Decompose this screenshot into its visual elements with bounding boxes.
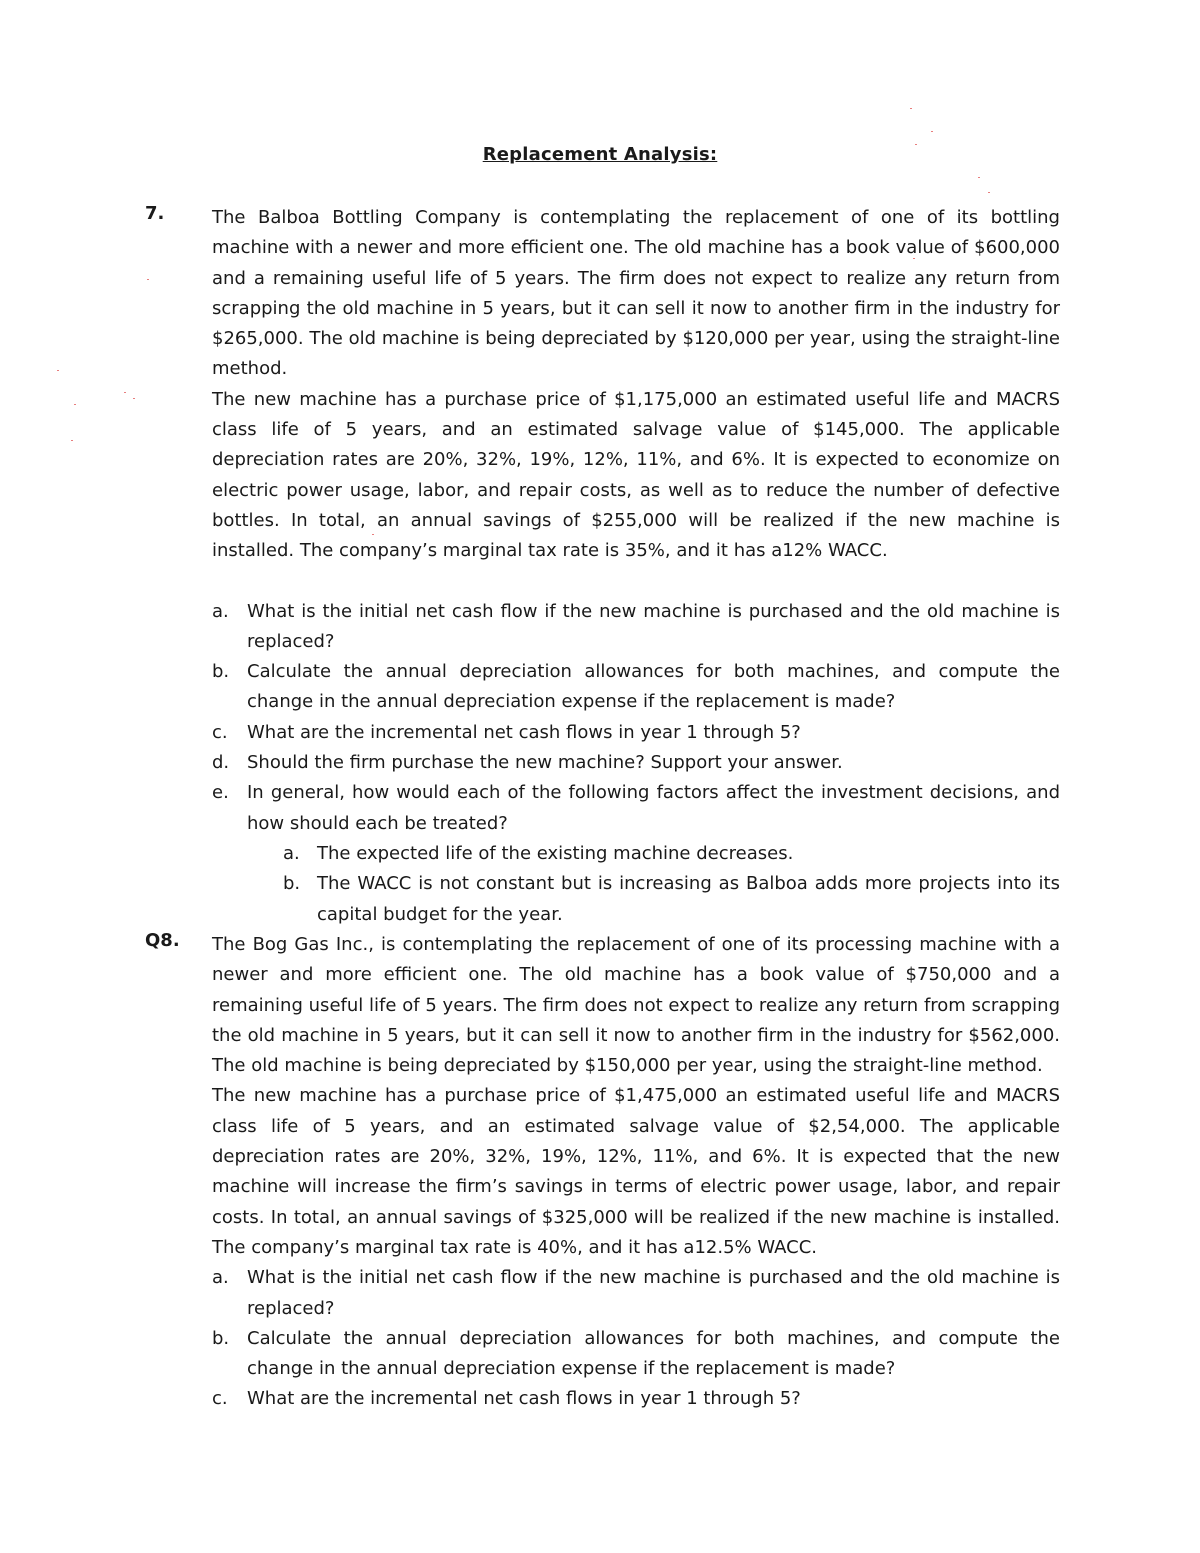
nested-sub-question bbox=[283, 839, 1060, 869]
red-speck bbox=[74, 404, 76, 405]
question-paragraph: The Bog Gas Inc., is contemplating the replacement of one of its processing machine with a newer and more efficient one. The old machine has a book value of $750,000 and a remaining useful life of 5 years. The firm does not expect to realize any return from scrapping the old machine in 5 years, but it can sell it now to another firm in the industry for $562,000. The old machine is being depreciated by $150,000 per year, using the straight-line method. bbox=[212, 934, 1060, 1077]
red-speck bbox=[910, 108, 912, 109]
sub-question-letter: b. bbox=[212, 661, 230, 683]
sub-question-letter: b. bbox=[283, 873, 301, 895]
sub-question bbox=[212, 718, 1060, 748]
sub-question-text: In general, how would each of the following factors affect the investment decisions, and how should each be treated? bbox=[247, 782, 1060, 834]
red-speck bbox=[133, 398, 135, 399]
sub-question-text: Calculate the annual depreciation allowances for both machines, and compute the change in the annual depreciation expense if the replacement is made? bbox=[247, 661, 1060, 713]
sub-question bbox=[212, 748, 1060, 778]
sub-question bbox=[212, 1263, 1060, 1324]
sub-question-text: Should the firm purchase the new machine? Support your answer. bbox=[247, 752, 843, 774]
sub-question-letter: e. bbox=[212, 782, 229, 804]
sub-question-list bbox=[212, 597, 1060, 930]
question-body bbox=[212, 203, 1060, 930]
sub-question-letter: c. bbox=[212, 1388, 228, 1410]
question-number: 7. bbox=[145, 203, 165, 224]
red-speck bbox=[71, 440, 73, 441]
question-body bbox=[212, 930, 1060, 1415]
red-speck bbox=[931, 131, 933, 132]
sub-question bbox=[212, 1324, 1060, 1385]
red-speck bbox=[124, 392, 126, 393]
red-speck bbox=[988, 192, 990, 193]
nested-sub-question-list bbox=[247, 839, 1060, 930]
sub-question bbox=[212, 778, 1060, 929]
question-paragraph: The Balboa Bottling Company is contemplating the replacement of one of its bottling machine with a newer and more efficient one. The old machine has a book value of $600,000 and a remaining useful life of 5 years. The firm does not expect to realize any return from scrapping the old machine in 5 years, but it can sell it now to another firm in the industry for $265,000. The old machine is being depreciated by $120,000 per year, using the straight-line method. bbox=[212, 207, 1060, 380]
red-speck bbox=[147, 279, 149, 280]
page-title: Replacement Analysis: bbox=[482, 144, 718, 165]
sub-question-text: Calculate the annual depreciation allowances for both machines, and compute the change in the annual depreciation expense if the replacement is made? bbox=[247, 1327, 1060, 1380]
sub-question bbox=[212, 1384, 1060, 1414]
red-speck bbox=[978, 177, 980, 178]
nested-sub-question bbox=[283, 869, 1060, 930]
sub-question-letter: c. bbox=[212, 721, 228, 743]
sub-question bbox=[212, 657, 1060, 718]
question-paragraph: The new machine has a purchase price of $1,175,000 an estimated useful life and MACRS class life of 5 years, and an estimated salvage value of $145,000. The applicable depreciation rates are 20%, 32%, 19%, 12%, 11%, and 6%. It is expected to economize on electric power usage, labor, and repair costs, as well as to reduce the number of defective bottles. In total, an annual savings of $255,000 will be realized if the new machine is installed. The company’s marginal tax rate is 35%, and it has a12% WACC. bbox=[212, 388, 1060, 562]
sub-question-text: What are the incremental net cash flows in year 1 through 5? bbox=[247, 1388, 801, 1410]
red-speck bbox=[57, 370, 59, 371]
sub-question-text: What are the incremental net cash flows in year 1 through 5? bbox=[247, 721, 801, 743]
sub-question-letter: a. bbox=[212, 600, 229, 622]
sub-question-text: The expected life of the existing machine decreases. bbox=[317, 842, 794, 864]
question-number: Q8. bbox=[145, 930, 180, 951]
spacer bbox=[212, 567, 1060, 597]
sub-question-list bbox=[212, 1263, 1060, 1414]
sub-question-text: What is the initial net cash flow if the new machine is purchased and the old machine is replaced? bbox=[247, 600, 1060, 652]
sub-question-letter: d. bbox=[212, 752, 230, 774]
sub-question-letter: a. bbox=[283, 842, 300, 864]
question-paragraph: The new machine has a purchase price of $1,475,000 an estimated useful life and MACRS class life of 5 years, and an estimated salvage value of $2,54,000. The applicable depreciation rates are 20%, 32%, 19%, 12%, 11%, and 6%. It is expected that the new machine will increase the firm’s savings in terms of electric power usage, labor, and repair costs. In total, an annual savings of $325,000 will be realized if the new machine is installed. The company’s marginal tax rate is 40%, and it has a12.5% WACC. bbox=[212, 1085, 1060, 1258]
sub-question bbox=[212, 597, 1060, 658]
sub-question-text: What is the initial net cash flow if the new machine is purchased and the old machine is replaced? bbox=[247, 1267, 1060, 1319]
sub-question-text: The WACC is not constant but is increasing as Balboa adds more projects into its capital budget for the year. bbox=[317, 873, 1060, 925]
sub-question-letter: a. bbox=[212, 1267, 229, 1289]
sub-question-letter: b. bbox=[212, 1327, 230, 1349]
